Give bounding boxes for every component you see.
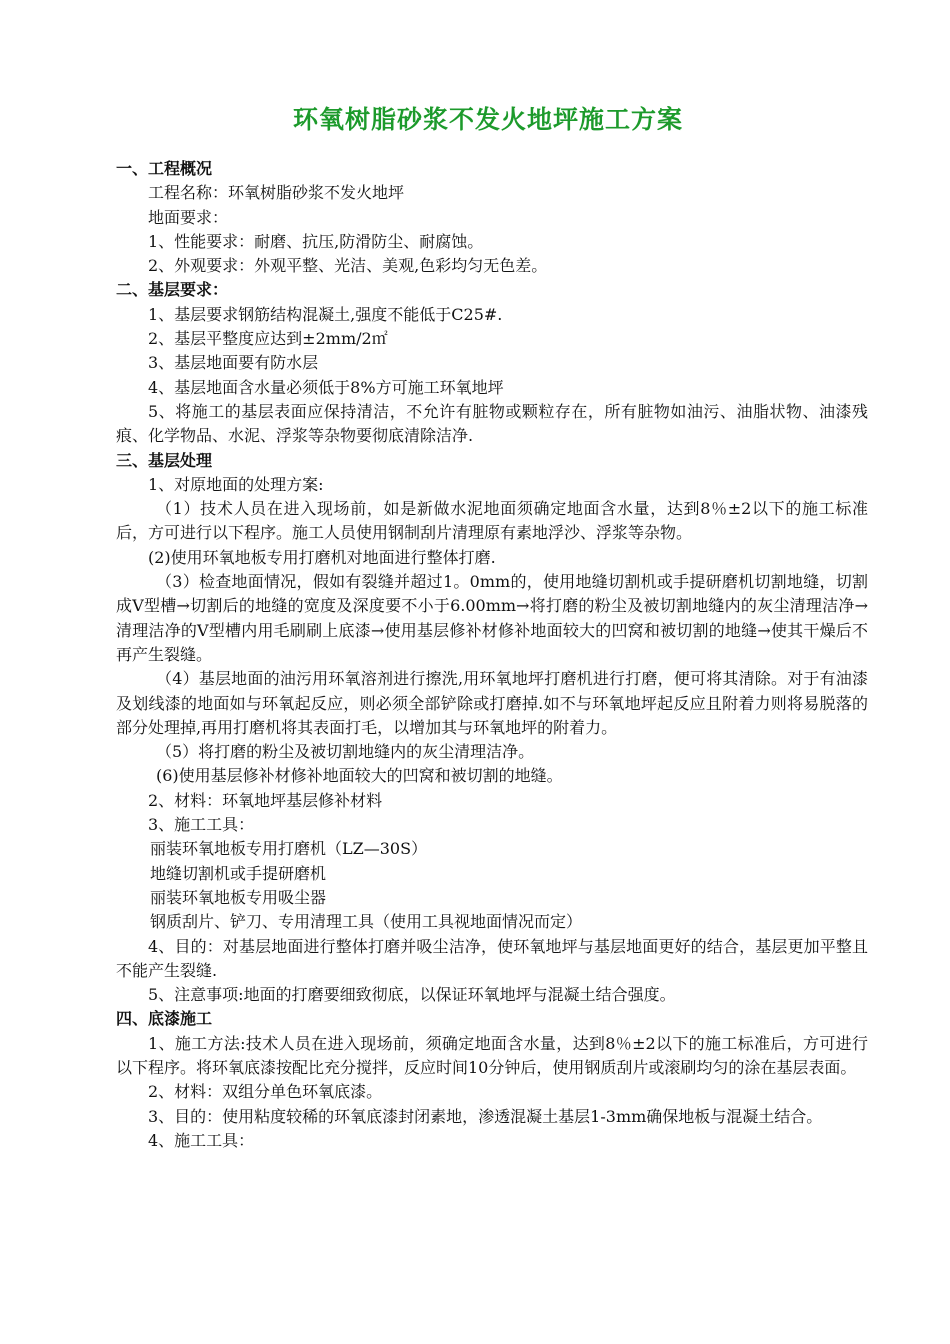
paragraph: 2、材料：双组分单色环氧底漆。 bbox=[148, 1082, 383, 1102]
paragraph: 1、性能要求：耐磨、抗压,防滑防尘、耐腐蚀。 bbox=[148, 231, 484, 251]
paragraph: 工程名称：环氧树脂砂浆不发火地坪 bbox=[148, 183, 405, 203]
section-heading: 四、底漆施工 bbox=[116, 1009, 213, 1029]
paragraph: 4、目的：对基层地面进行整体打磨并吸尘洁净，使环氧地坪与基层地面更好的结合，基层更加平整且不能产生裂缝. bbox=[116, 936, 868, 980]
sub-paragraph: (6)使用基层修补材修补地面较大的凹窝和被切割的地缝。 bbox=[156, 766, 563, 786]
paragraph: 地面要求： bbox=[148, 207, 229, 227]
sub-paragraph: （5）将打磨的粉尘及被切割地缝内的灰尘清理洁净。 bbox=[156, 742, 535, 762]
paragraph: 2、基层平整度应达到±2mm/2㎡ bbox=[148, 329, 388, 349]
tool-item: 丽装环氧地板专用吸尘器 bbox=[150, 887, 327, 907]
sub-paragraph: （1）技术人员在进入现场前，如是新做水泥地面须确定地面含水量，达到8％±2以下的施工标准后，方可进行以下程序。施工人员使用钢制刮片清理原有素地浮沙、浮浆等杂物。 bbox=[116, 499, 868, 543]
tool-item: 钢质刮片、铲刀、专用清理工具（使用工具视地面情况而定） bbox=[150, 912, 583, 932]
paragraph: 3、目的：使用粘度较稀的环氧底漆封闭素地，渗透混凝土基层1-3mm确保地板与混凝土结合。 bbox=[148, 1106, 823, 1126]
paragraph: 5、注意事项:地面的打磨要细致彻底，以保证环氧地坪与混凝土结合强度。 bbox=[148, 985, 676, 1005]
document-title: 环氧树脂砂浆不发火地坪施工方案 bbox=[292, 105, 683, 134]
paragraph: 4、施工工具： bbox=[148, 1130, 255, 1150]
paragraph: 2、外观要求：外观平整、光洁、美观,色彩均匀无色差。 bbox=[148, 256, 548, 276]
paragraph: 4、基层地面含水量必须低于8%方可施工环氧地坪 bbox=[148, 377, 504, 397]
sub-paragraph: （4）基层地面的油污用环氧溶剂进行擦洗,用环氧地坪打磨机进行打磨，便可将其清除。对于有油漆及划线漆的地面如与环氧起反应，则必须全部铲除或打磨掉.如不与环氧地坪起反应且附着力则将易脱落的部分处理掉,再用打磨机将其表面打毛，以增加其与环氧地坪的附着力。 bbox=[116, 669, 868, 737]
paragraph: 2、材料：环氧地坪基层修补材料 bbox=[148, 790, 383, 810]
sub-paragraph: （3）检查地面情况，假如有裂缝并超过1。0mm的，使用地缝切割机或手提研磨机切割地缝，切割成Ⅴ型槽→切割后的地缝的宽度及深度要不小于6.00mm→将打磨的粉尘及被切割地缝内的灰尘清理洁净→清理洁净的Ⅴ型槽内用毛刷刷上底漆→使用基层修补材修补地面较大的凹窝和被切割的地缝→使其干燥后不再产生裂缝。 bbox=[116, 572, 868, 664]
paragraph: 1、施工方法:技术人员在进入现场前，须确定地面含水量，达到8％±2以下的施工标准后，方可进行以下程序。将环氧底漆按配比充分搅拌，反应时间10分钟后，使用钢质刮片或滚刷均匀的涂在基层表面。 bbox=[116, 1033, 868, 1077]
document-body bbox=[116, 157, 868, 1153]
section-heading: 一、工程概况 bbox=[116, 159, 213, 178]
paragraph: 1、基层要求钢筋结构混凝土,强度不能低于C25#. bbox=[148, 304, 503, 324]
paragraph: 3、施工工具： bbox=[148, 815, 255, 835]
paragraph: (2)使用环氧地板专用打磨机对地面进行整体打磨. bbox=[148, 547, 496, 567]
tool-item: 地缝切割机或手提研磨机 bbox=[150, 863, 327, 883]
tool-item: 丽装环氧地板专用打磨机（LZ—30S） bbox=[150, 839, 428, 859]
paragraph: 5、将施工的基层表面应保持清洁，不允许有脏物或颗粒存在，所有脏物如油污、油脂状物、油漆残痕、化学物品、水泥、浮浆等杂物要彻底清除洁净. bbox=[116, 401, 868, 446]
section-heading: 三、基层处理 bbox=[116, 450, 213, 470]
section-heading: 二、基层要求： bbox=[116, 280, 229, 300]
paragraph: 1、对原地面的处理方案: bbox=[148, 474, 324, 494]
paragraph: 3、基层地面要有防水层 bbox=[148, 353, 319, 373]
